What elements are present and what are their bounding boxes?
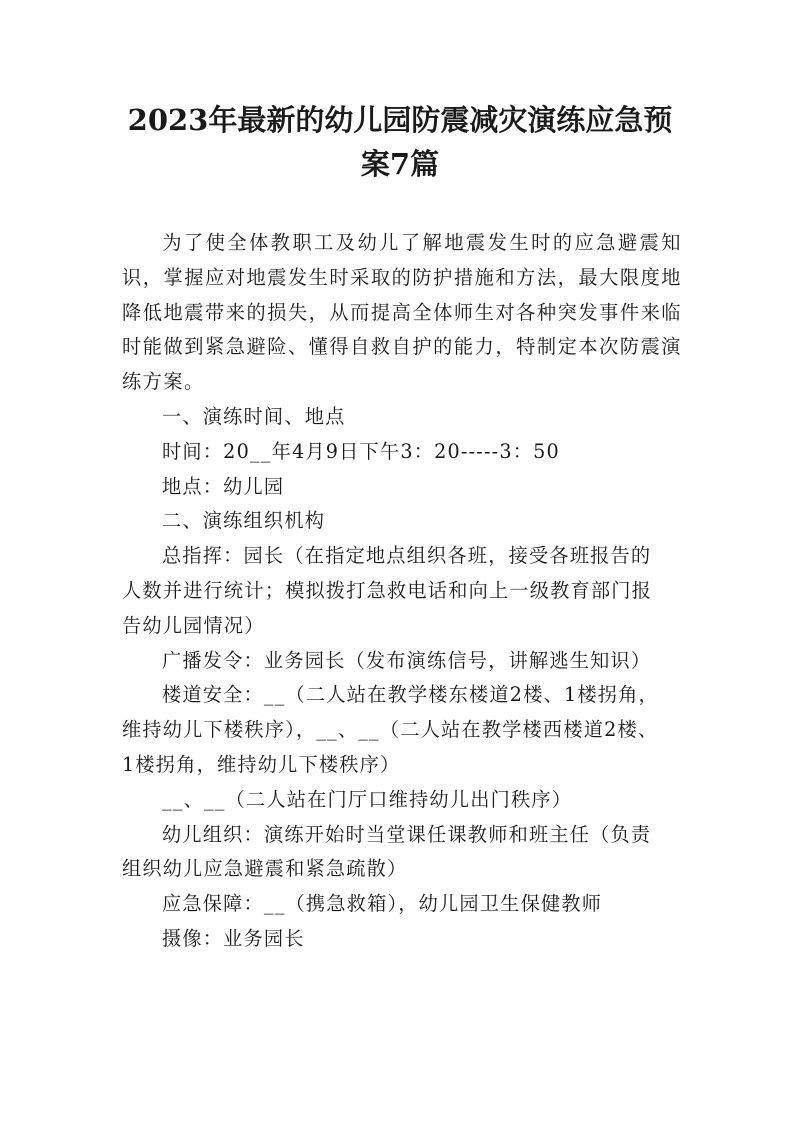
intro-paragraph: 为了使全体教职工及幼儿了解地震发生时的应急避震知识，掌握应对地震发生时采取的防护措施和方法，最大限度地降低地震带来的损失，从而提高全体师生对各种突发事件来临时能做到紧急避险、懂得自救自护的能力，特制定本次防震演练方案。 — [122, 231, 682, 394]
organize-line-1: 幼儿组织：演练开始时当堂课任课教师和班主任（负责 — [162, 822, 652, 846]
commander-line-1: 总指挥：园长（在指定地点组织各班，接受各班报告的 — [162, 544, 652, 568]
time-line: 时间：20__年4月9日下午3：20-----3：50 — [162, 439, 560, 463]
section-time-place — [122, 400, 682, 504]
organize-line-2: 组织幼儿应急避震和紧急疏散） — [122, 857, 408, 881]
commander-line-3: 告幼儿园情况） — [122, 613, 265, 637]
organize-paragraph — [122, 818, 682, 888]
section1-heading: 一、演练时间、地点 — [162, 404, 346, 428]
document-body — [122, 226, 682, 957]
commander-paragraph — [122, 539, 682, 643]
document-title — [100, 98, 700, 186]
hall-line: __、__（二人站在门厅口维持幼儿出门秩序） — [162, 787, 573, 811]
camera-line: 摄像：业务园长 — [162, 926, 305, 950]
broadcast-line: 广播发令：业务园长（发布演练信号，讲解逃生知识） — [162, 648, 652, 672]
section2-heading: 二、演练组织机构 — [162, 509, 326, 533]
stairway-line-2: 维持幼儿下楼秩序），__、__（二人站在教学楼西楼道2楼、 — [122, 718, 659, 742]
title-line-1: 2023年最新的幼儿园防震减灾演练应急预 — [127, 103, 673, 137]
commander-line-2: 人数并进行统计；模拟拨打急救电话和向上一级教育部门报 — [122, 578, 653, 602]
stairway-paragraph — [122, 678, 682, 782]
section-organization — [122, 504, 682, 956]
stairway-line-1: 楼道安全：__（二人站在教学楼东楼道2楼、1楼拐角， — [162, 683, 659, 707]
emergency-line: 应急保障：__（携急救箱），幼儿园卫生保健教师 — [162, 892, 603, 916]
place-line: 地点：幼儿园 — [162, 474, 285, 498]
stairway-line-3: 1楼拐角，维持幼儿下楼秩序） — [122, 752, 401, 776]
title-line-2: 案7篇 — [360, 147, 440, 181]
